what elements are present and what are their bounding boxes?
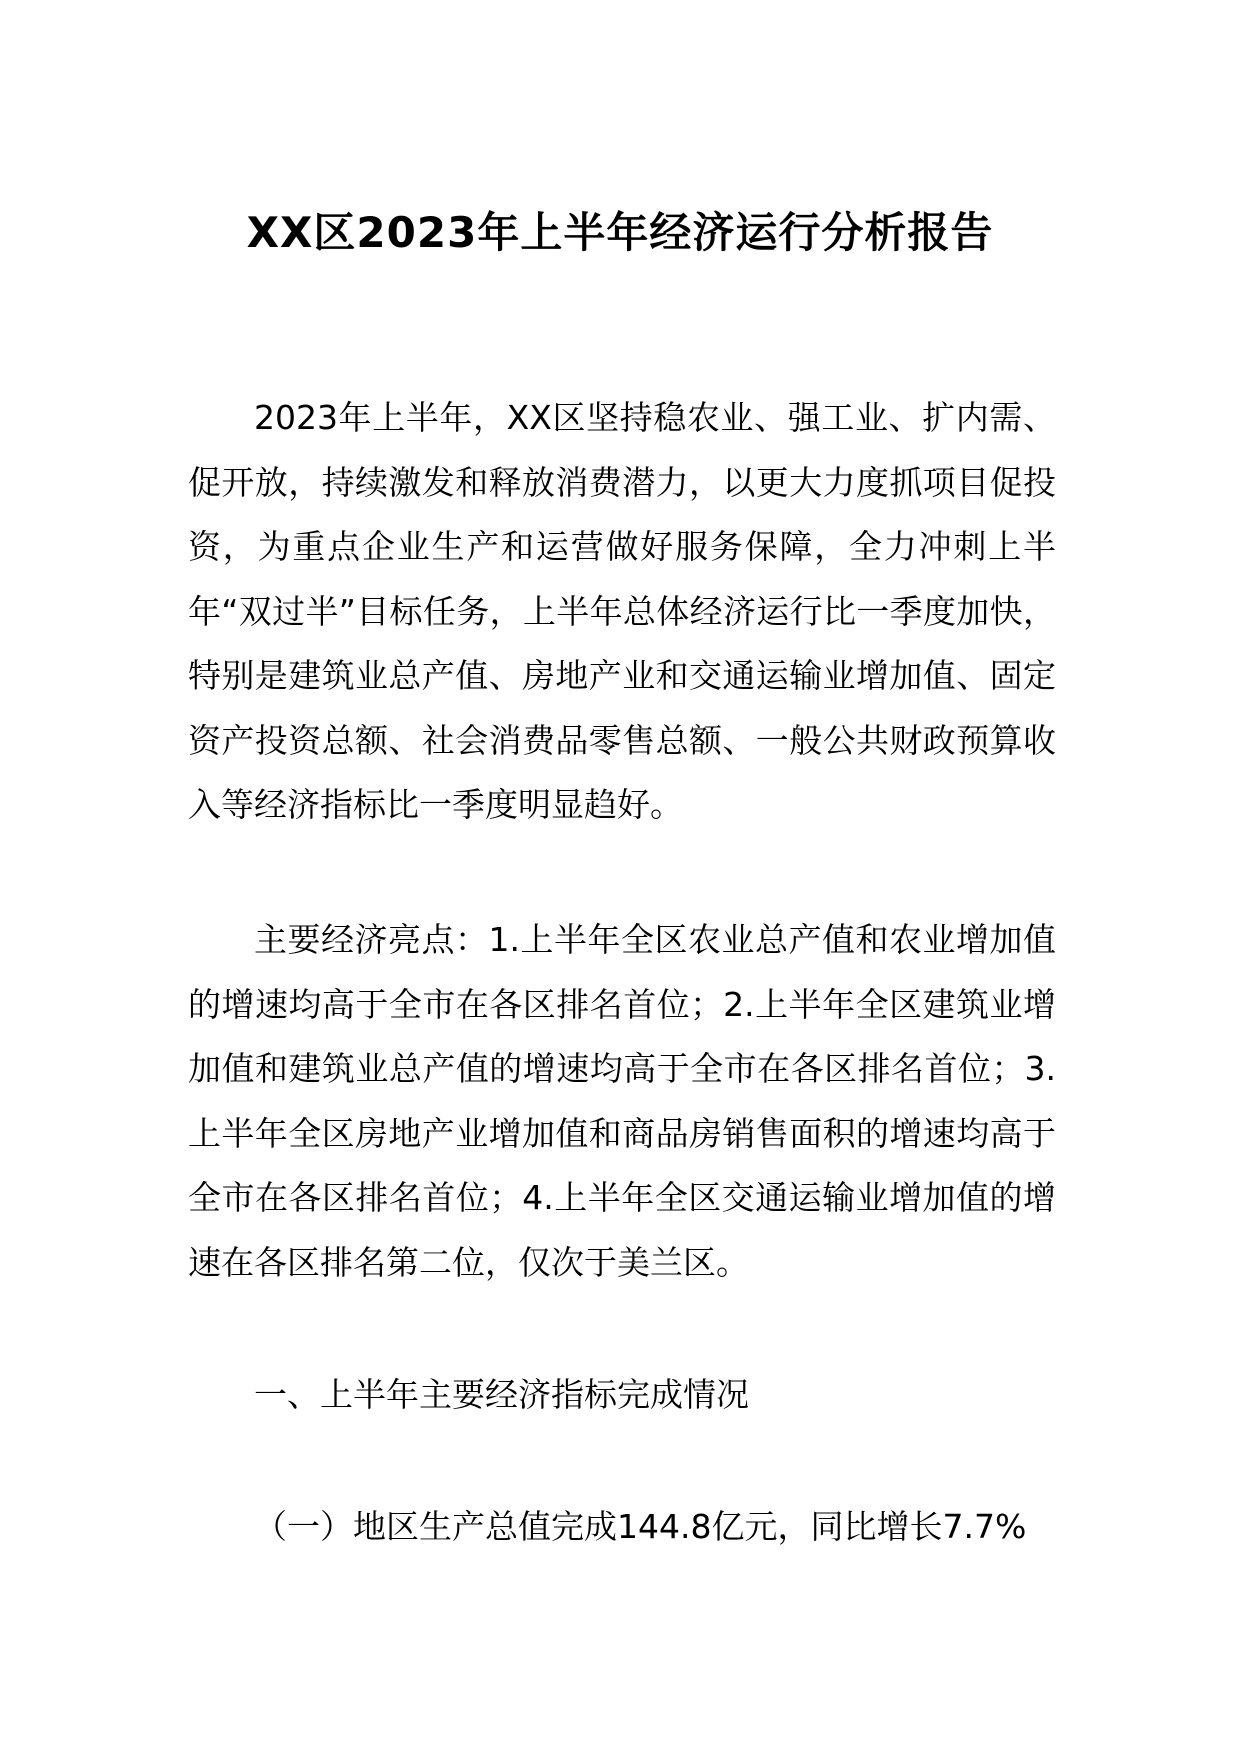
document-title: XX区2023年上半年经济运行分析报告 bbox=[246, 208, 994, 257]
highlights-paragraph: 主要经济亮点：1.上半年全区农业总产值和农业增加值的增速均高于全市在各区排名首位；2.上半年全区建筑业增加值和建筑业总产值的增速均高于全市在各区排名首位；3.上半年全区房地产业增加值和商品房销售面积的增速均高于全市在各区排名首位；4.上半年全区交通运输业增加值的增速在各区排名第二位，仅次于美兰区。 bbox=[188, 920, 1056, 1282]
subsection-heading: （一）地区生产总值完成144.8亿元，同比增长7.7% bbox=[254, 1507, 1027, 1546]
intro-paragraph: 2023年上半年，XX区坚持稳农业、强工业、扩内需、促开放，持续激发和释放消费潜力，以更大力度抓项目促投资，为重点企业生产和运营做好服务保障，全力冲刺上半年“双过半”目标任务，上半年总体经济运行比一季度加快，特别是建筑业总产值、房地产业和交通运输业增加值、固定资产投资总额、社会消费品零售总额、一般公共财政预算收入等经济指标比一季度明显趋好。 bbox=[188, 398, 1056, 824]
section-heading: 一、上半年主要经济指标完成情况 bbox=[254, 1375, 749, 1414]
